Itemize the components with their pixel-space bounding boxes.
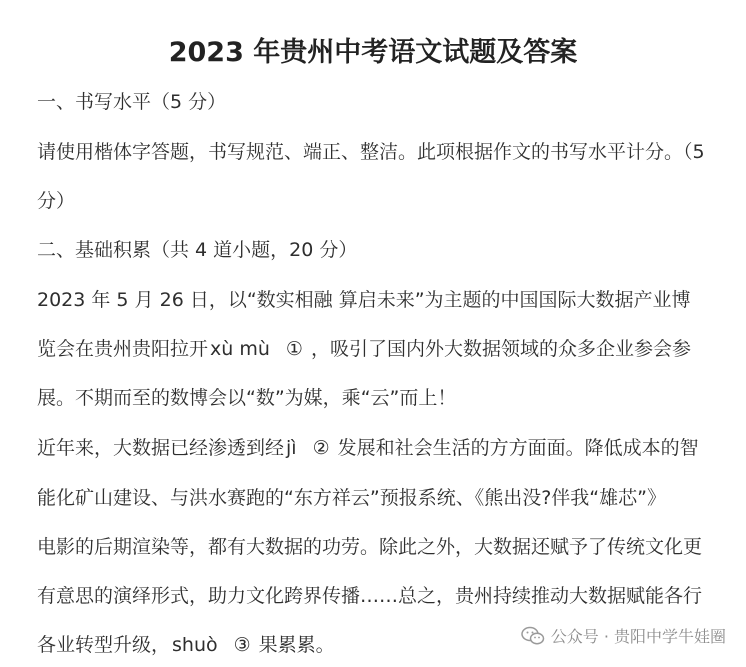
paragraph-line: 能化矿山建设、与洪水赛跑的“东方祥云”预报系统、《熊出没?伴我“雄芯”》	[37, 487, 666, 509]
watermark-text: 公众号 · 贵阳中学牛娃圈	[550, 627, 726, 646]
text-segment: 发展和社会生活的方方面面。降低成本的智	[337, 437, 699, 459]
paragraph-line: 展。不期而至的数博会以“数”为媒，乘“云”而上！	[37, 387, 457, 409]
paragraph-line: 有意思的演绎形式，助力文化跨界传播……总之，贵州持续推动大数据赋能各行	[37, 585, 703, 607]
paragraph-line: 请使用楷体字答题，书写规范、端正、整洁。此项根据作文的书写水平计分。（5	[37, 141, 705, 163]
paragraph-line: 分）	[37, 190, 76, 212]
text-segment: 近年来，大数据已经渗透到经	[37, 437, 285, 459]
paragraph-line-with-blank	[37, 336, 717, 362]
section-heading-writing: 一、书写水平（5 分）	[37, 91, 227, 113]
text-segment: ，吸引了国内外大数据领域的众多企业参会参	[310, 338, 691, 360]
wechat-icon	[521, 626, 545, 646]
paragraph-line: 2023 年 5 月 26 日，以“数实相融 算启未来”为主题的中国国际大数据产业博	[37, 289, 691, 311]
pinyin-annotation: shuò	[172, 634, 218, 656]
section-heading-basics: 二、基础积累（共 4 道小题，20 分）	[37, 239, 358, 261]
blank-marker: ①	[285, 338, 303, 360]
text-segment: 各业转型升级，	[37, 634, 171, 656]
blank-marker: ②	[312, 437, 330, 459]
pinyin-annotation: xù mù	[210, 338, 270, 360]
paragraph-line-with-blank	[37, 435, 717, 461]
blank-marker: ③	[233, 634, 251, 656]
pinyin-annotation: jì	[286, 437, 297, 459]
text-segment: 览会在贵州贵阳拉开	[37, 338, 209, 360]
page-title: 2023 年贵州中考语文试题及答案	[168, 37, 578, 68]
paragraph-line: 电影的后期渲染等，都有大数据的功劳。除此之外，大数据还赋予了传统文化更	[37, 536, 703, 558]
text-segment: 果累累。	[258, 634, 335, 656]
watermark	[521, 624, 726, 647]
